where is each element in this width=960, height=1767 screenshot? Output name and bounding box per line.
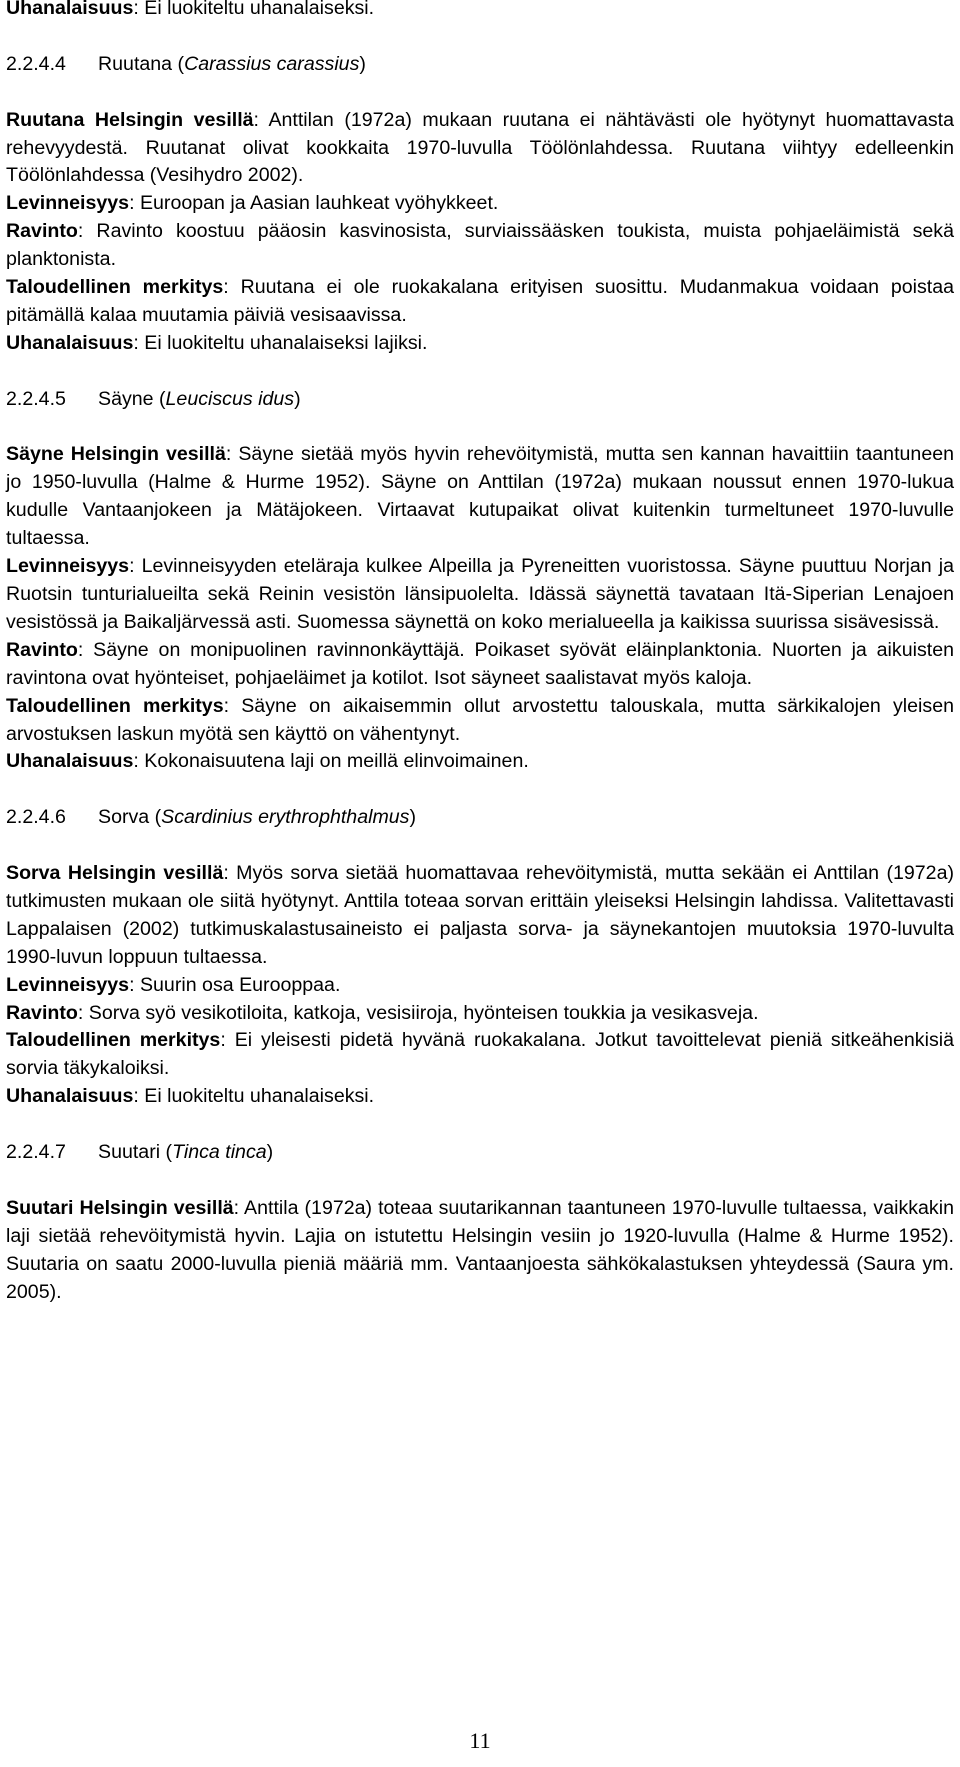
field-text: : Ei luokiteltu uhanalaiseksi. xyxy=(133,0,375,19)
latin-name: Leuciscus idus xyxy=(165,387,295,410)
field-text: : Ruutana ei ole ruokakalana erityisen suosittu. Mudanmakua voidaan poistaa pitämällä kalaa muutamia päiviä vesisaavissa. xyxy=(6,276,955,326)
field-text: : Suurin osa Eurooppaa. xyxy=(129,973,341,996)
paragraph-helsinki xyxy=(6,860,954,972)
paragraph-diet xyxy=(6,637,954,693)
field-label: Levinneisyys xyxy=(6,555,130,578)
paragraph-helsinki xyxy=(6,107,954,191)
paragraph-helsinki xyxy=(6,1195,954,1307)
field-label: Suutari Helsingin vesillä xyxy=(6,1196,234,1219)
paragraph-diet xyxy=(6,1000,954,1028)
field-text: : Sorva syö vesikotiloita, katkoja, vesisiiroja, hyönteisen toukkia ja vesikasveja. xyxy=(77,1001,759,1024)
field-text: : Anttila (1972a) toteaa suutarikannan taantuneen 1970-luvulle tultaessa, vaikkakin laji sietää rehevöitymistä hyvin. Lajia on istutettu Helsingin vesiin jo 1920-luvulla (Halme & Hurme 1952). Suutaria on saatu 2000-luvulla pieniä määriä mm. Vantaanjoesta sähkökalastuksen yhteydessä (Saura ym. 2005). xyxy=(6,1196,954,1303)
section-heading-sorva: 2.2.4.6 Sorva (Scardinius erythrophthalmus) xyxy=(6,804,954,832)
field-text: : Ravinto koostuu pääosin kasvinosista, surviaissääsken toukista, muista pohjaeläimistä sekä planktonista. xyxy=(6,220,954,271)
field-label: Taloudellinen merkitys xyxy=(6,694,224,717)
field-label: Levinneisyys xyxy=(6,973,130,996)
page-number: 11 xyxy=(469,1728,491,1753)
field-text: : Ei luokiteltu uhanalaiseksi. xyxy=(133,1085,375,1108)
field-text: : Säyne sietää myös hyvin rehevöitymistä, mutta sen kannan havaittiin taantuneen jo 1950-luvulla (Halme & Hurme 1952). Säyne on Anttilan (1972a) mukaan noussut ennen 1970-lukua kudulle Vantaanjokeen ja Mätäjokeen. Virtaavat kutupaikat olivat kuitenkin turmeltuneet 1970-luvulle tultaessa. xyxy=(6,443,955,550)
paragraph-economic xyxy=(6,274,954,330)
field-label: Säyne Helsingin vesillä xyxy=(6,443,226,466)
paragraph-distribution xyxy=(6,190,954,218)
field-label: Taloudellinen merkitys xyxy=(6,276,224,299)
field-text: : Anttilan (1972a) mukaan ruutana ei nähtävästi ole hyötynyt huomattavasta rehevyydestä. Ruutanat olivat kookkaita 1970-luvulla Töölönlahdessa. Ruutana viihtyy edelleenkin Töölönlahdessa (Vesihydro 2002). xyxy=(6,108,954,187)
paragraph-status xyxy=(6,1083,954,1111)
field-label: Ravinto xyxy=(6,220,78,243)
section-number: 2.2.4.4 xyxy=(6,52,66,75)
species-name: Suutari xyxy=(98,1141,161,1164)
paragraph-helsinki xyxy=(6,441,954,553)
paragraph-diet xyxy=(6,218,954,274)
species-name: Säyne xyxy=(98,387,154,410)
field-text: : Säyne on monipuolinen ravinnonkäyttäjä. Poikaset syövät eläinplanktonia. Nuorten ja aikuisten ravintona ovat hyönteiset, pohjaeläimet ja kotilot. Isot säyneet saalistavat myös kaloja. xyxy=(6,638,954,689)
paragraph-distribution xyxy=(6,972,954,1000)
latin-name: Carassius carassius xyxy=(184,52,360,75)
field-text: : Ei luokiteltu uhanalaiseksi lajiksi. xyxy=(133,331,428,354)
section-heading-suutari: 2.2.4.7 Suutari (Tinca tinca) xyxy=(6,1139,954,1167)
paragraph-status xyxy=(6,748,954,776)
field-label: Sorva Helsingin vesillä xyxy=(6,862,224,884)
paragraph-economic xyxy=(6,693,954,749)
status-line xyxy=(6,0,954,23)
field-label: Ruutana Helsingin vesillä xyxy=(6,108,254,131)
section-number: 2.2.4.5 xyxy=(6,387,66,410)
field-text: : Ei yleisesti pidetä hyvänä ruokakalana. Jotkut tavoittelevat pieniä sitkeähenkisiä sorvia täkykaloiksi. xyxy=(6,1029,955,1080)
field-text: : Euroopan ja Aasian lauhkeat vyöhykkeet. xyxy=(129,192,499,215)
page-content xyxy=(6,0,954,1306)
field-text: : Kokonaisuutena laji on meillä elinvoimainen. xyxy=(133,750,529,773)
field-label: Uhanalaisuus xyxy=(6,331,134,354)
section-number: 2.2.4.6 xyxy=(6,806,66,829)
field-label: Uhanalaisuus xyxy=(6,0,134,19)
field-label: Uhanalaisuus xyxy=(6,1085,134,1108)
field-label: Ravinto xyxy=(6,638,78,661)
field-label: Taloudellinen merkitys xyxy=(6,1029,221,1052)
field-label: Ravinto xyxy=(6,1001,78,1024)
latin-name: Tinca tinca xyxy=(172,1141,267,1164)
field-label: Uhanalaisuus xyxy=(6,750,134,773)
field-label: Levinneisyys xyxy=(6,192,130,215)
paragraph-economic xyxy=(6,1027,954,1083)
species-name: Ruutana xyxy=(98,52,173,75)
paragraph-distribution xyxy=(6,553,954,637)
latin-name: Scardinius erythrophthalmus xyxy=(161,806,410,829)
species-name: Sorva xyxy=(98,806,150,829)
field-text: : Levinneisyyden eteläraja kulkee Alpeilla ja Pyreneitten vuoristossa. Säyne puuttuu Norjan ja Ruotsin tunturialueilta sekä Reinin vesistön länsipuolelta. Idässä säynettä tavataan Itä-Siperian Lenajoen vesistössä ja Baikaljärvessä asti. Suomessa säynettä on koko merialueella ja kaikissa suurissa sisävesissä. xyxy=(6,555,954,633)
section-heading-ruutana: 2.2.4.4 Ruutana (Carassius carassius) xyxy=(6,51,954,79)
paragraph-status xyxy=(6,330,954,358)
section-number: 2.2.4.7 xyxy=(6,1141,66,1164)
section-heading-sayne: 2.2.4.5 Säyne (Leuciscus idus) xyxy=(6,386,954,414)
field-text: : Säyne on aikaisemmin ollut arvostettu talouskala, mutta särkikalojen yleisen arvostuksen laskun myötä sen käyttö on vähentynyt. xyxy=(6,694,954,745)
field-text: : Myös sorva sietää huomattavaa rehevöitymistä, mutta sekään ei Anttilan (1972a) tutkimusten mukaan ole siitä hyötynyt. Anttila toteaa sorvan erittäin yleiseksi Helsingin lahdissa. Valitettavasti Lappalaisen (2002) tutkimuskalastusaineisto ei paljasta sorva- ja säynekantojen muutoksia 1970-luvulta 1990-luvun loppuun tultaessa. xyxy=(6,862,954,968)
